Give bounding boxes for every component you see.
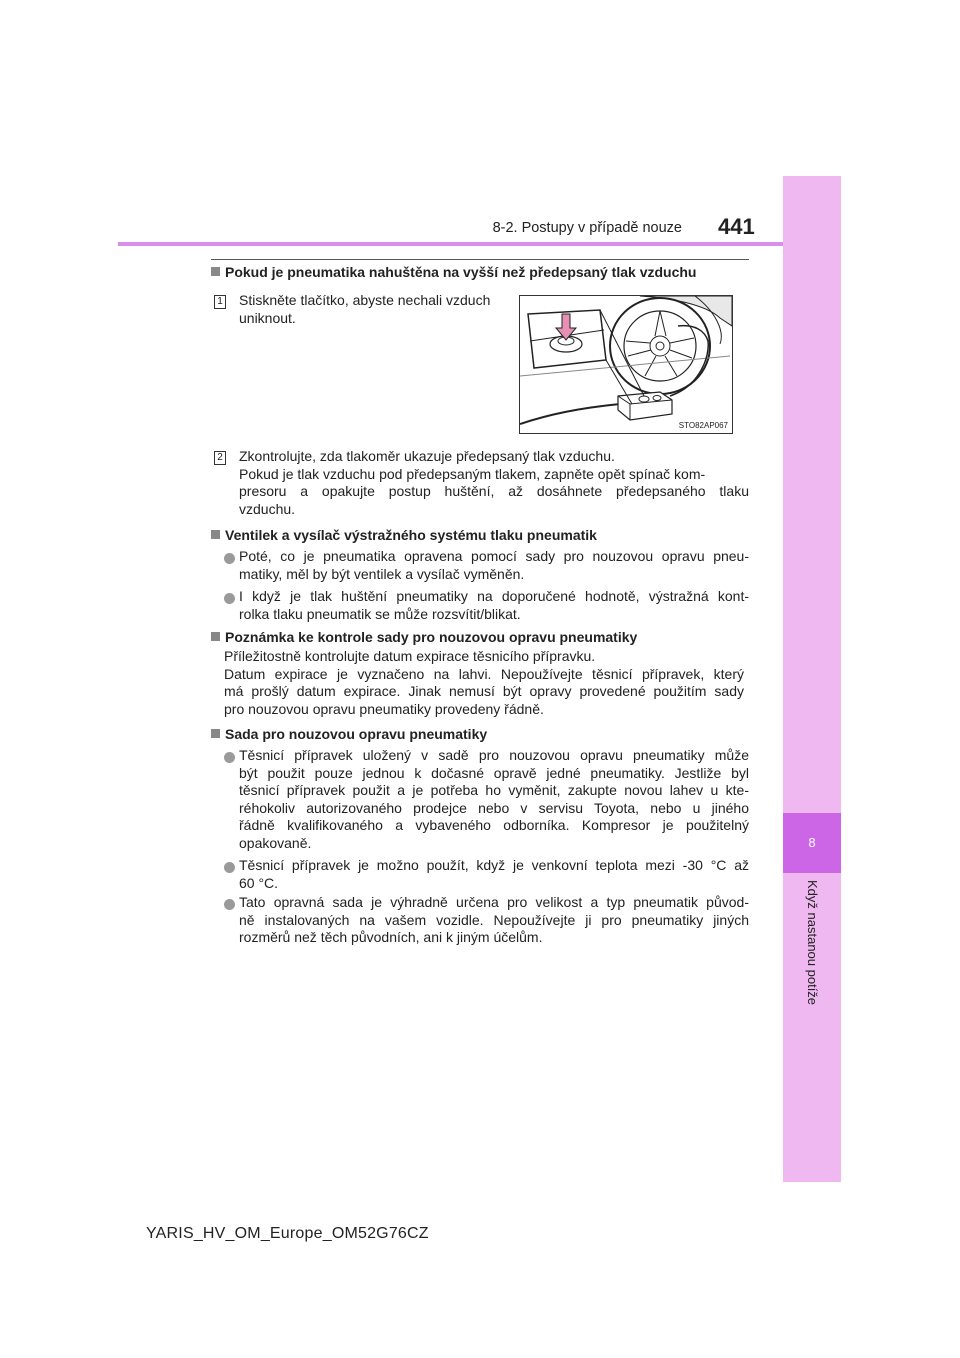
bullet-icon <box>224 862 235 873</box>
heading-square-icon <box>211 267 220 276</box>
step-number-1: 1 <box>214 295 226 309</box>
figure-code: STO82AP067 <box>678 421 728 430</box>
heading-square-icon <box>211 632 220 641</box>
chapter-tab-strip <box>783 176 841 1182</box>
text-line: Pokud je tlak vzduchu pod předepsaným tlakem, zapněte opět spínač kom- <box>239 465 706 482</box>
kit-bullet-3 <box>239 894 749 947</box>
heading-square-icon <box>211 530 220 539</box>
bullet-icon <box>224 752 235 763</box>
heading-square-icon <box>211 729 220 738</box>
heading-over-inflated: Pokud je pneumatika nahuštěna na vyšší než předepsaný tlak vzduchu <box>211 264 696 280</box>
text-line: být použit pouze jednou k dočasné opravě jedné pneumatiky. Jestliže byl <box>239 764 749 781</box>
text-line: réhokoliv autorizovaného prodejce nebo v servisu Toyota, nebo u jiného <box>239 799 749 816</box>
step-2-text <box>239 448 749 518</box>
note-text <box>224 648 744 718</box>
text-line: těsnicí přípravek použit a je potřeba ho vyměnit, zakupte novou lahev u kte- <box>239 782 749 798</box>
bullet-icon <box>224 899 235 910</box>
text-line: Poté, co je pneumatika opravena pomocí sady pro nouzovou opravu pneu- <box>239 548 749 564</box>
chapter-title-tab <box>785 880 839 1020</box>
chapter-title: Když nastanou potíže <box>805 880 820 1006</box>
kit-bullet-1 <box>239 747 749 852</box>
text-line: presoru a opakujte postup huštění, až dosáhnete předepsaného tlaku <box>239 483 749 499</box>
text-line: Příležitostně kontrolujte datum expirace těsnicího přípravku. <box>224 648 596 664</box>
heading-note: Poznámka ke kontrole sady pro nouzovou opravu pneumatiky <box>211 629 637 645</box>
bullet-icon <box>224 553 235 564</box>
heading-valve: Ventilek a vysílač výstražného systému tlaku pneumatik <box>211 527 597 543</box>
document-code: YARIS_HV_OM_Europe_OM52G76CZ <box>146 1225 429 1242</box>
text-line: I když je tlak huštění pneumatiky na doporučené hodnotě, výstražná kont- <box>239 588 749 604</box>
section-rule <box>211 259 749 260</box>
text-line: 60 °C. <box>239 874 279 891</box>
text-line: řádně kvalifikovaného a vybaveného odborníka. Kompresor je použitelný <box>239 817 749 833</box>
bullet-icon <box>224 593 235 604</box>
valve-bullet-1 <box>239 548 749 583</box>
text-line: rolka tlaku pneumatik se může rozsvítit/blikat. <box>239 605 521 622</box>
text-line: opakovaně. <box>239 834 312 851</box>
text-line: má prošlý datum expirace. Jinak nemusí být opravy provedené použitím sady <box>224 683 744 699</box>
text-line: Těsnicí přípravek je možno použít, když je venkovní teplota mezi -30 °C až <box>239 857 749 873</box>
text-line: matiky, měl by být ventilek a vysílač vyměněn. <box>239 565 525 582</box>
step-1-text: Stiskněte tlačítko, abyste nechali vzduch uniknout. <box>239 292 491 326</box>
header-rule <box>118 242 783 246</box>
text-line: Datum expirace je vyznačeno na lahvi. Nepoužívejte těsnicí přípravek, který <box>224 665 744 682</box>
valve-bullet-2 <box>239 588 749 623</box>
kit-bullet-2 <box>239 857 749 892</box>
text-line: ně instalovaných na vašem vozidle. Nepoužívejte ji pro pneumatiky jiných <box>239 911 749 928</box>
chapter-number-tab[interactable]: 8 <box>783 813 841 873</box>
text-line: Zkontrolujte, zda tlakoměr ukazuje předepsaný tlak vzduchu. <box>239 448 615 464</box>
text-line: Těsnicí přípravek uložený v sadě pro nouzovou opravu pneumatiky může <box>239 747 749 763</box>
text-line: Tato opravná sada je výhradně určena pro velikost a typ pneumatik původ- <box>239 894 749 910</box>
step-number-2: 2 <box>214 451 226 465</box>
section-title: 8-2. Postupy v případě nouze <box>492 220 682 236</box>
figure-compressor <box>519 295 733 434</box>
heading-kit: Sada pro nouzovou opravu pneumatiky <box>211 726 487 742</box>
page-number: 441 <box>718 214 755 239</box>
text-line: rozměrů než těch původních, ani k jiným účelům. <box>239 929 543 945</box>
text-line: pro nouzovou opravu pneumatiky provedeny řádně. <box>224 700 544 717</box>
text-line: vzduchu. <box>239 500 296 517</box>
compressor-illustration <box>520 296 732 433</box>
